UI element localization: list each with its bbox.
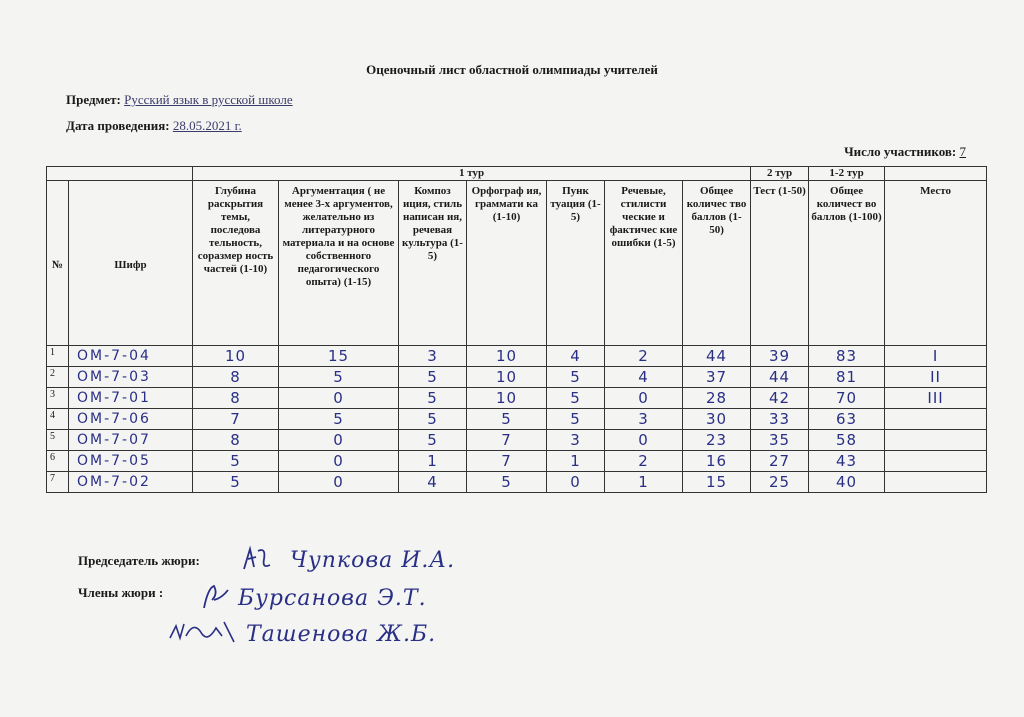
score-punctuation: 0 [547,472,605,493]
participants-label: Число участников: [844,144,957,159]
col-place: Место [885,181,987,346]
date-value: 28.05.2021 г. [172,118,242,133]
score-punctuation: 5 [547,367,605,388]
row-code: ОМ-7-05 [69,451,193,472]
table-row [47,472,987,493]
col-total: Общее количест во баллов (1-100) [809,181,885,346]
date-label: Дата проведения: [66,118,170,133]
col-num: № [47,181,69,346]
score-errors: 0 [605,388,683,409]
score-errors: 1 [605,472,683,493]
score-argument: 15 [279,346,399,367]
score-composition: 5 [399,430,467,451]
score-total1: 23 [683,430,751,451]
score-place: I [885,346,987,367]
score-total: 81 [809,367,885,388]
table-row [47,367,987,388]
score-composition: 3 [399,346,467,367]
score-total1: 28 [683,388,751,409]
scores-body [47,346,987,493]
col-errors: Речевые, стилисти ческие и фактичес кие ошибки (1-5) [605,181,683,346]
score-orthography: 10 [467,388,547,409]
row-num: 4 [47,409,69,430]
row-num: 7 [47,472,69,493]
row-code: ОМ-7-01 [69,388,193,409]
col-code: Шифр [69,181,193,346]
score-punctuation: 1 [547,451,605,472]
table-row [47,451,987,472]
score-argument: 0 [279,472,399,493]
member2-signature-scribble [168,616,242,646]
score-total: 83 [809,346,885,367]
chair-signature-scribble [240,545,276,573]
score-orthography: 10 [467,346,547,367]
score-total1: 16 [683,451,751,472]
jury-members-label: Члены жюри : [78,585,164,600]
score-errors: 4 [605,367,683,388]
score-depth: 5 [193,472,279,493]
score-depth: 7 [193,409,279,430]
score-composition: 5 [399,367,467,388]
subject-label: Предмет: [66,92,121,107]
score-punctuation: 3 [547,430,605,451]
col-orthography: Орфограф ия, граммати ка (1-10) [467,181,547,346]
score-depth: 8 [193,388,279,409]
score-orthography: 5 [467,409,547,430]
jury-chair-label: Председатель жюри: [78,553,200,568]
score-composition: 5 [399,409,467,430]
score-argument: 0 [279,451,399,472]
document-title: Оценочный лист областной олимпиады учителей [366,62,658,77]
score-total: 58 [809,430,885,451]
score-total1: 44 [683,346,751,367]
column-header-row [47,181,987,346]
row-code: ОМ-7-04 [69,346,193,367]
col-punctuation: Пунк туация (1-5) [547,181,605,346]
score-place [885,472,987,493]
score-test: 39 [751,346,809,367]
score-argument: 0 [279,388,399,409]
row-num: 6 [47,451,69,472]
subject-line [66,92,293,108]
score-test: 25 [751,472,809,493]
score-orthography: 7 [467,451,547,472]
score-orthography: 5 [467,472,547,493]
row-code: ОМ-7-07 [69,430,193,451]
score-place: II [885,367,987,388]
col-total1: Общее количес тво баллов (1-50) [683,181,751,346]
score-total1: 15 [683,472,751,493]
row-code: ОМ-7-06 [69,409,193,430]
score-total1: 37 [683,367,751,388]
score-errors: 0 [605,430,683,451]
tour-header-row [47,167,987,181]
member1-signature-scribble [200,582,232,612]
score-test: 44 [751,367,809,388]
participants-line [844,144,966,160]
table-row [47,409,987,430]
row-code: ОМ-7-03 [69,367,193,388]
score-composition: 5 [399,388,467,409]
subject-value: Русский язык в русской школе [124,92,293,107]
score-argument: 5 [279,409,399,430]
score-depth: 8 [193,430,279,451]
row-num: 5 [47,430,69,451]
scores-table [46,166,987,493]
row-num: 2 [47,367,69,388]
score-punctuation: 5 [547,388,605,409]
score-orthography: 10 [467,367,547,388]
col-depth: Глубина раскрытия темы, последова тельность, соразмер ность частей (1-10) [193,181,279,346]
date-line [66,118,242,134]
score-total: 70 [809,388,885,409]
score-argument: 5 [279,367,399,388]
score-depth: 8 [193,367,279,388]
jury-member2-name: Ташенова Ж.Б. [246,622,437,647]
score-punctuation: 4 [547,346,605,367]
score-composition: 4 [399,472,467,493]
score-errors: 2 [605,346,683,367]
score-punctuation: 5 [547,409,605,430]
score-errors: 2 [605,451,683,472]
score-place: III [885,388,987,409]
score-test: 27 [751,451,809,472]
tour2-header: 2 тур [751,167,809,181]
tour1-header: 1 тур [193,167,751,181]
table-row [47,388,987,409]
score-total1: 30 [683,409,751,430]
tour12-header: 1-2 тур [809,167,885,181]
score-total: 43 [809,451,885,472]
score-test: 33 [751,409,809,430]
score-errors: 3 [605,409,683,430]
score-argument: 0 [279,430,399,451]
score-orthography: 7 [467,430,547,451]
score-total: 40 [809,472,885,493]
table-row [47,346,987,367]
score-depth: 10 [193,346,279,367]
col-composition: Композ иция, стиль написан ия, речевая культура (1-5) [399,181,467,346]
participants-value: 7 [959,144,966,159]
score-place [885,451,987,472]
row-code: ОМ-7-02 [69,472,193,493]
score-place [885,430,987,451]
score-composition: 1 [399,451,467,472]
jury-member1-name: Бурсанова Э.Т. [238,586,427,611]
score-test: 42 [751,388,809,409]
jury-chair-name: Чупкова И.А. [290,548,456,573]
row-num: 3 [47,388,69,409]
col-test: Тест (1-50) [751,181,809,346]
score-test: 35 [751,430,809,451]
score-place [885,409,987,430]
score-depth: 5 [193,451,279,472]
table-row [47,430,987,451]
score-total: 63 [809,409,885,430]
row-num: 1 [47,346,69,367]
col-argument: Аргументация ( не менее 3-х аргументов, желательно из литературного материала и на основе собственного педагогического опыта) (1-15) [279,181,399,346]
